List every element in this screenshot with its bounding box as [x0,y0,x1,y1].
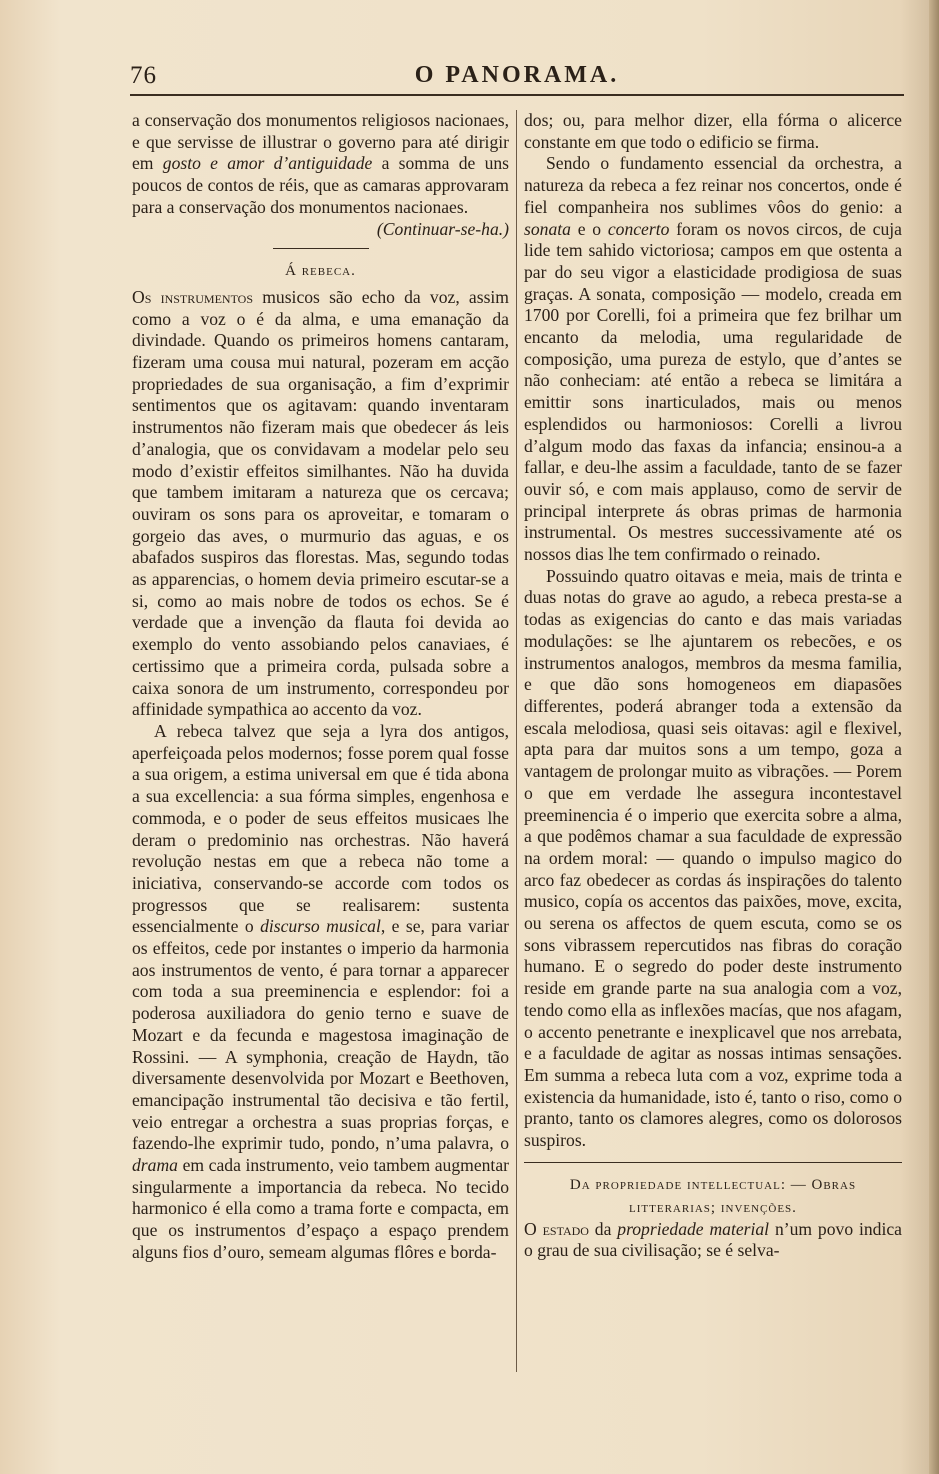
p2-italic-drama: drama [132,1155,178,1176]
page-header [130,58,904,96]
section-heading-2-line2: litterarias; invenções. [629,1199,797,1216]
intro-text: a conservação dos monumentos religiosos nacionaes, e que servisse de illustrar o governo para até dirigir em [132,110,509,174]
right-paragraph-2 [524,153,902,565]
paragraph-lead: Os instrumentos [132,286,254,307]
r2-part-b: e o [570,218,608,239]
intro-italic: gosto e amor d’antiguidade [162,153,373,174]
header-rule [130,94,904,96]
right-paragraph-3: Possuindo quatro oitavas e meia, mais de trinta e duas notas do grave ao agudo, a rebeca presta-se a todas as exigencias do canto e das mais variadas modulações: se lhe ajuntarem os rebecões, e os instrumentos analogos, membros da mesma familia, e que dão sons homogeneos em diapasões differentes, poderá abranger toda a extensão da escala melodiosa, quasi seis oitavas: agil e flexivel, apta para dar muitos sons a um tempo, goza a vantagem de prolongar muito as vibrações. — Porem o que em verdade lhe assegura incontestavel preeminencia é o imperio que exercita sobre a alma, a que podêmos chamar a sua faculdade de expressão na ordem moral: — quando o impulso magico do arco faz obedecer as cordas ás inspirações do talento musico, copía os accentos das paixões, move, excita, ou serena os affectos de quem escuta, como se os sons vibrassem repercutidos nas fibras do coração humano. E o segredo do poder deste instrumento reside em grande parte na sua analogia com a voz, tendo como ella as inflexões macías, que nos afagam, o accento penetrante e inexplicavel que nos arrebata, e a faculdade de agitar as nossas intimas sensações. Em summa a rebeca luta com a voz, exprime toda a existencia da humanidade, isto é, tanto o riso, como o pranto, tanto os clamores alegres, como os dolorosos suspiros. [524,565,902,1151]
column-divider [516,110,517,1372]
right-paragraph-4 [524,1219,902,1262]
right-paragraph-1: dos; ou, para melhor dizer, ella fórma o alicerce constante em que todo o edificio se firma. [524,110,902,152]
paragraph-body: musicos são echo da voz, assim como a voz o é da alma, e uma emanação da divindade. Quando os primeiros homens cantaram, fizeram uma cousa mui natural, pozeram em acção propriedades de sua organisação, a fim d’exprimir sentimentos que os agitavam: quando inventaram instrumentos não fizeram mais que obedecer ás leis d’analogia, que os convidavam a modelar pelo seu modo d’existir effeitos similhantes. Não ha duvida que tambem imitaram a natureza que os cercava; ouviram os sons para os aproveitar, e tomaram o gorgeio das aves, o murmurio das aguas, e os abafados suspiros das florestas. Mas, segundo todas as apparencias, o homem devia primeiro escutar-se a si, como ao mais nobre de todos os echos. Se é verdade que a invenção da flauta foi devida ao exemplo do vento assobiando pelos canaviaes, é certissimo que a primeira corda, pulsada sobre a caixa sonora de um instrumento, correspondeu por affinidade sympathica ao accento da voz. [132,286,509,720]
r2-part-a: Sendo o fundamento essencial da orchestra, a natureza da rebeca a fez reinar nos concertos, onde é fiel companheira nos sublimes vôos do genio: a [524,153,902,217]
left-column [132,110,509,1372]
intro-rest: a somma de uns poucos de contos de réis, que as camaras approvaram para a conservação dos monumentos nacionaes. [132,153,509,217]
r4-part-a: da [588,1218,618,1239]
intro-paragraph [132,110,509,239]
right-column [524,110,902,1372]
section-rule-2 [524,1162,902,1163]
page-edge [929,0,939,1474]
section-heading: Á rebeca. [285,263,356,280]
continuation-note: (Continuar-se-ha.) [376,218,509,239]
page-number: 76 [130,62,157,89]
p2-part-c: em cada instrumento, veio tambem augmentar singularmente a importancia da rebeca. No tecido harmonico é ella como a trama forte e compacta, em que os instrumentos d’espaço a espaço prendem alguns fios d’ouro, semeam algumas flôres e borda- [132,1155,509,1262]
article-paragraph-1 [132,287,509,721]
p2-part-a: A rebeca talvez que seja a lyra dos antigos, aperfeiçoada pelos modernos; fosse porem qual fosse a sua origem, a estima universal em que é tida abona a sua excellencia: a sua fórma simples, engenhosa e commoda, e o poder de seus effeitos musicaes lhe deram o predominio nas orchestras. Não haverá revolução nestas em que a rebeca não tome a iniciativa, conservando-se accorde com todos os progressos que se realisarem: sustenta essencialmente o [132,720,509,937]
r2-italic-sonata: sonata [524,218,571,239]
section-heading-2-line1: Da propriedade intellectual: — Obras [569,1176,857,1193]
r2-italic-concerto: concerto [607,218,670,239]
article-paragraph-2 [132,721,509,1264]
r4-lead: O estado [524,1218,589,1239]
r2-part-c: foram os novos circos, de cuja lide tem sahido victoriosa; campos em que ostenta a par do seu vigor a elasticidade prodigiosa de suas graças. A sonata, composição — modelo, creada em 1700 por Corelli, foi a primeira que fez brilhar um encanto da melodia, uma regularidade de composição, uma pureza de estylo, que d’antes se não conheciam: até então a rebeca se limitára a emittir sons inarticulados, mais ou menos esplendidos ou harmoniosos: Corelli a livrou d’algum modo das faxas da infancia; ensinou-a a fallar, e deu-lhe assim a faculdade, tanto de se fazer ouvir só, e com mais applauso, como de servir de principal interprete ás obras primas de harmonia instrumental. Os mestres successivamente até os nossos dias lhe tem confirmado o reinado. [524,218,902,565]
section-rule [273,248,369,249]
r4-part-b: n’um povo indica o grau de sua civilisação; se é selva- [524,1218,902,1261]
masthead-title: O PANORAMA. [414,62,620,88]
p2-part-b: , e se, para variar os effeitos, cede por instantes o imperio da harmonia aos instrumentos de vento, é para tornar a apparecer com toda a sua preeminencia e esplendor: foi a poderosa auxiliadora do genio terno e suave de Mozart e da fecunda e magestosa imaginação de Rossini. — A symphonia, creação de Haydn, tão diversamente desenvolvida por Mozart e Beethoven, emancipação instrumental tão decisiva e tão fertil, veio entregar a orchestra a suas proprias forças, e fazendo-lhe exprimir tudo, pondo, n’uma palavra, o [132,916,509,1154]
p2-italic-discurso: discurso musical [260,916,381,937]
r4-italic: propriedade material [617,1218,770,1239]
